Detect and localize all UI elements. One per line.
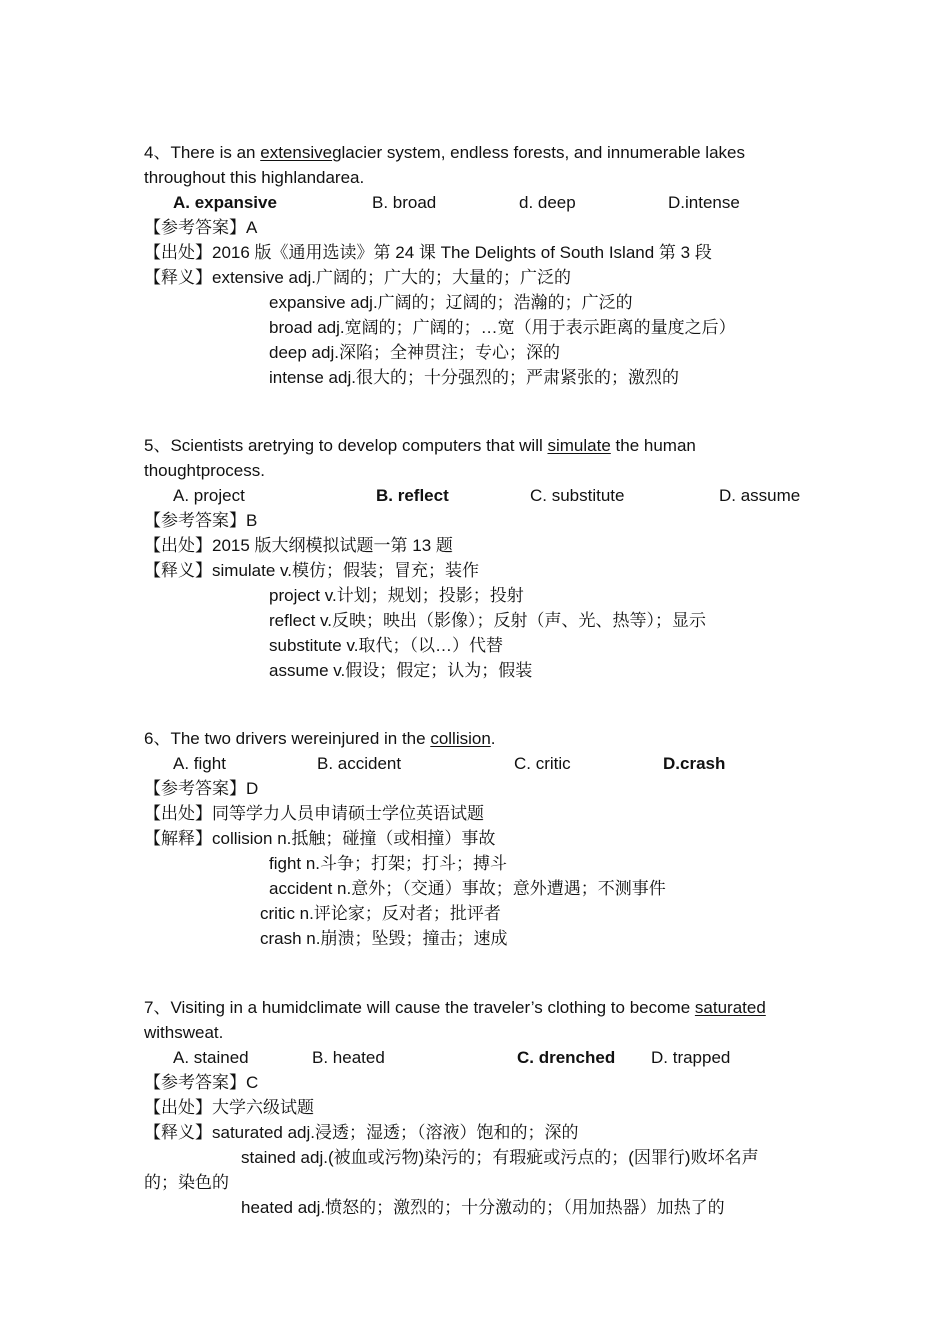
q4-target-word: extensive bbox=[260, 143, 333, 162]
q7-answer: 【参考答案】C bbox=[144, 1073, 259, 1092]
q5-target-word: simulate bbox=[547, 436, 611, 455]
q5-options bbox=[0, 483, 950, 508]
q6-option-c: C. critic bbox=[514, 754, 571, 773]
q5-gloss-4: assume v.假设；假定；认为；假装 bbox=[269, 661, 533, 680]
q4-option-c: d. deep bbox=[519, 193, 576, 212]
q4-answer: 【参考答案】A bbox=[144, 218, 258, 237]
q5-answer: 【参考答案】B bbox=[144, 511, 258, 530]
q4-stem-line1: 4、There is an extensiveglacier system, endless forests, and innumerable lakes bbox=[144, 143, 745, 162]
q7-target-word: saturated bbox=[694, 998, 766, 1017]
q7-option-d: D. trapped bbox=[651, 1048, 731, 1067]
q6-stem-line1: 6、The two drivers wereinjured in the collision. bbox=[144, 729, 496, 748]
q6-options bbox=[0, 751, 950, 776]
q4-gloss-1: expansive adj.广阔的；辽阔的；浩瀚的；广泛的 bbox=[269, 293, 633, 312]
q4-gloss-3: deep adj.深陷；全神贯注；专心；深的 bbox=[269, 343, 560, 362]
q6-option-d: D.crash bbox=[663, 754, 726, 773]
q7-option-a: A. stained bbox=[173, 1048, 249, 1067]
q6-gloss-head: 【解释】collision n.抵触；碰撞（或相撞）事故 bbox=[144, 829, 496, 848]
q4-gloss-head: 【释义】extensive adj.广阔的；广大的；大量的；广泛的 bbox=[144, 268, 571, 287]
q7-source: 【出处】大学六级试题 bbox=[144, 1098, 314, 1117]
q7-stem-line1: 7、Visiting in a humidclimate will cause the traveler’s clothing to become saturated bbox=[144, 998, 766, 1017]
q4-options bbox=[0, 190, 950, 215]
q5-option-c: C. substitute bbox=[530, 486, 625, 505]
q6-gloss-4: crash n.崩溃；坠毁；撞击；速成 bbox=[260, 929, 508, 948]
q6-gloss-1: fight n.斗争；打架；打斗；搏斗 bbox=[269, 854, 508, 873]
q4-source: 【出处】2016 版《通用选读》第 24 课 The Delights of South Island 第 3 段 bbox=[144, 243, 712, 262]
q5-gloss-3: substitute v.取代；（以…）代替 bbox=[269, 636, 503, 655]
q6-answer: 【参考答案】D bbox=[144, 779, 259, 798]
q5-source: 【出处】2015 版大纲模拟试题一第 13 题 bbox=[144, 536, 453, 555]
q4-option-b: B. broad bbox=[372, 193, 437, 212]
q5-stem-line1: 5、Scientists aretrying to develop computers that will simulate the human bbox=[144, 436, 696, 455]
q7-gloss-2: heated adj.愤怒的；激烈的；十分激动的；（用加热器）加热了的 bbox=[241, 1198, 725, 1217]
q6-source: 【出处】同等学力人员申请硕士学位英语试题 bbox=[144, 804, 484, 823]
q4-option-a: A. expansive bbox=[173, 193, 277, 212]
q6-option-a: A. fight bbox=[173, 754, 226, 773]
q5-option-a: A. project bbox=[173, 486, 245, 505]
q5-option-b: B. reflect bbox=[376, 486, 449, 505]
q5-gloss-1: project v.计划；规划；投影；投射 bbox=[269, 586, 524, 605]
q5-gloss-2: reflect v.反映；映出（影像）；反射（声、光、热等）；显示 bbox=[269, 611, 706, 630]
q7-stem-line2: withsweat. bbox=[144, 1023, 224, 1042]
q6-option-b: B. accident bbox=[317, 754, 402, 773]
q7-gloss-1: stained adj.(被血或污物)染污的；有瑕疵或污点的；(因罪行)败坏名声 bbox=[241, 1148, 759, 1167]
q5-stem-line2: thoughtprocess. bbox=[144, 461, 265, 480]
q7-options bbox=[0, 1045, 950, 1070]
q7-option-c: C. drenched bbox=[517, 1048, 616, 1067]
q4-option-d: D.intense bbox=[668, 193, 740, 212]
q6-gloss-2: accident n.意外；（交通）事故；意外遭遇；不测事件 bbox=[269, 879, 666, 898]
q4-stem-line2: throughout this highlandarea. bbox=[144, 168, 365, 187]
q6-gloss-3: critic n.评论家；反对者；批评者 bbox=[260, 904, 501, 923]
q5-gloss-head: 【释义】simulate v.模仿；假装；冒充；装作 bbox=[144, 561, 479, 580]
q7-gloss-1-cont: 的；染色的 bbox=[144, 1173, 229, 1192]
q4-gloss-4: intense adj.很大的；十分强烈的；严肃紧张的；激烈的 bbox=[269, 368, 679, 387]
q7-option-b: B. heated bbox=[312, 1048, 385, 1067]
q4-gloss-2: broad adj.宽阔的；广阔的；…宽（用于表示距离的量度之后） bbox=[269, 318, 736, 337]
q6-target-word: collision bbox=[430, 729, 491, 748]
q7-gloss-head: 【释义】saturated adj.浸透；湿透；（溶液）饱和的；深的 bbox=[144, 1123, 579, 1142]
q5-option-d: D. assume bbox=[719, 486, 801, 505]
